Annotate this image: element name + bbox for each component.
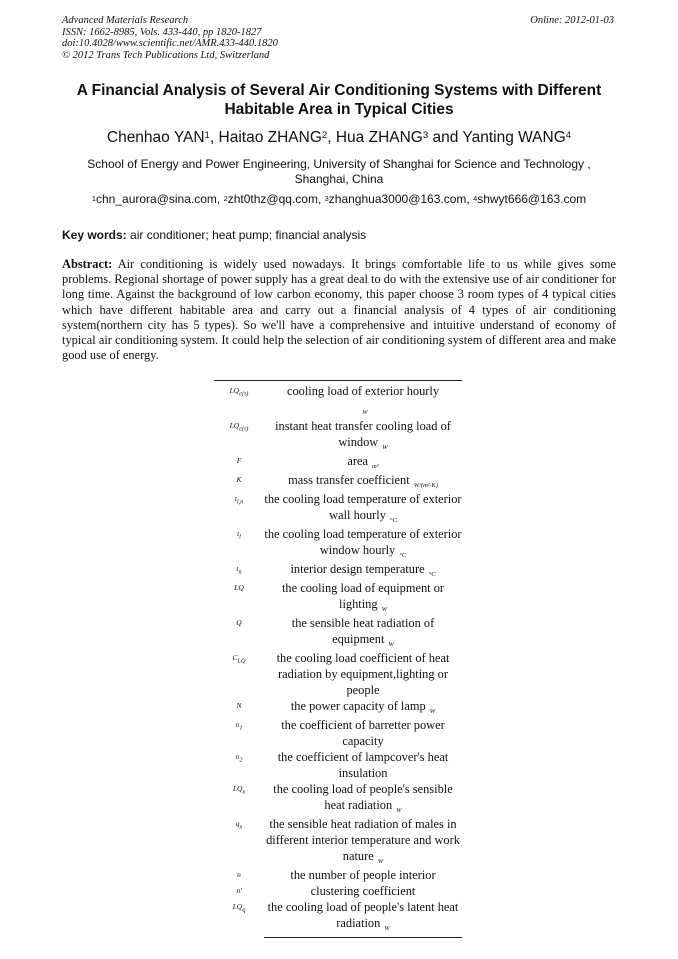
symbol: n' bbox=[236, 886, 242, 895]
symbol: LQ bbox=[232, 784, 243, 793]
symbol-cell bbox=[214, 491, 264, 526]
symbol-cell bbox=[214, 749, 264, 781]
symbol: LQ bbox=[229, 421, 240, 430]
symbol-cell bbox=[214, 526, 264, 561]
symbol-subscript: l bbox=[239, 533, 241, 541]
issn-line: ISSN: 1662-8985, Vols. 433-440, pp 1820-1827 bbox=[62, 26, 262, 38]
email: $^2$zht0thz@qq.com, bbox=[223, 192, 325, 206]
description: instant heat transfer cooling load of window bbox=[275, 419, 451, 449]
copyright-line: © 2012 Trans Tech Publications Ltd, Switzerland bbox=[62, 49, 270, 61]
table-row bbox=[214, 816, 462, 867]
description-cell bbox=[264, 883, 462, 899]
table-row bbox=[214, 561, 462, 580]
description: the cooling load temperature of exterior window hourly bbox=[264, 527, 462, 557]
table-row bbox=[214, 453, 462, 472]
symbol: q bbox=[235, 819, 240, 828]
description-cell bbox=[264, 698, 462, 717]
description-cell bbox=[264, 383, 462, 418]
unit: W bbox=[384, 925, 390, 932]
description-cell bbox=[264, 580, 462, 615]
nomenclature-grid bbox=[214, 383, 462, 934]
symbol-subscript: 1 bbox=[239, 724, 243, 732]
author: Hua ZHANG$^3$ and bbox=[335, 129, 463, 146]
affiliation: School of Energy and Power Engineering, University of Shanghai for Science and Technology , Shanghai, China bbox=[87, 157, 591, 186]
author: Yanting WANG$^4$ bbox=[462, 129, 572, 146]
description: cooling load of exterior hourly bbox=[286, 384, 440, 398]
author: Haitao ZHANG$^2$, bbox=[218, 129, 336, 146]
unit: W bbox=[382, 444, 388, 451]
unit: °C bbox=[399, 552, 407, 559]
author-list bbox=[40, 129, 638, 147]
symbol-cell bbox=[214, 383, 264, 418]
table-row bbox=[214, 781, 462, 816]
unit: W bbox=[396, 807, 402, 814]
description: the sensible heat radiation of males in different interior temperature and work nature bbox=[266, 817, 460, 863]
email-list bbox=[40, 192, 638, 207]
symbol: n bbox=[235, 752, 240, 761]
paper-title: A Financial Analysis of Several Air Conditioning Systems with Different Habitable Area in Typical Cities bbox=[76, 82, 602, 118]
symbol: K bbox=[236, 475, 242, 484]
email: $^3$zhanghua3000@163.com, bbox=[324, 192, 474, 206]
description-cell bbox=[264, 491, 462, 526]
unit: °C bbox=[428, 571, 436, 578]
description: the coefficient of lampcover's heat insulation bbox=[277, 750, 449, 780]
description: mass transfer coefficient bbox=[288, 473, 410, 487]
symbol-subscript: c(τ) bbox=[239, 425, 249, 433]
description-cell bbox=[264, 867, 462, 883]
table-row bbox=[214, 749, 462, 781]
author: Chenhao YAN$^1$, bbox=[106, 129, 219, 146]
description-cell bbox=[264, 453, 462, 472]
symbol-cell bbox=[214, 816, 264, 867]
description-cell bbox=[264, 472, 462, 491]
symbol-subscript: LQ bbox=[237, 657, 246, 665]
symbol: F bbox=[236, 456, 242, 465]
description: the cooling load temperature of exterior wall hourly bbox=[264, 492, 462, 522]
symbol: LQ bbox=[229, 386, 240, 395]
table-row bbox=[214, 650, 462, 698]
email: $^1$chn_aurora@sina.com, bbox=[91, 192, 224, 206]
symbol: Q bbox=[236, 618, 242, 627]
description-cell bbox=[264, 816, 462, 867]
description: clustering coefficient bbox=[310, 884, 416, 898]
description: the cooling load of people's latent heat radiation bbox=[267, 900, 459, 930]
description-cell bbox=[264, 781, 462, 816]
description-cell bbox=[264, 418, 462, 453]
unit: °C bbox=[389, 517, 397, 524]
keywords bbox=[62, 228, 618, 243]
description-cell bbox=[264, 749, 462, 781]
description-cell bbox=[264, 526, 462, 561]
symbol-cell bbox=[214, 453, 264, 472]
description: the cooling load of equipment or lighting bbox=[281, 581, 445, 611]
symbol: n bbox=[237, 870, 241, 879]
symbol-subscript: 2 bbox=[239, 756, 243, 764]
unit: W bbox=[388, 641, 394, 648]
table-row bbox=[214, 615, 462, 650]
table-row bbox=[214, 867, 462, 883]
symbol: LQ bbox=[234, 583, 244, 592]
symbol-cell bbox=[214, 615, 264, 650]
unit: W bbox=[429, 708, 436, 715]
symbol-cell bbox=[214, 717, 264, 749]
table-bottom-rule bbox=[264, 937, 462, 938]
table-top-rule bbox=[214, 380, 462, 381]
table-row bbox=[214, 717, 462, 749]
unit: W bbox=[381, 606, 387, 613]
description: the cooling load coefficient of heat radiation by equipment,lighting or people bbox=[276, 651, 450, 697]
table-row bbox=[214, 526, 462, 561]
description: the power capacity of lamp bbox=[290, 699, 426, 713]
description: the number of people interior bbox=[290, 868, 436, 882]
journal-header bbox=[62, 15, 278, 61]
symbol-cell bbox=[214, 781, 264, 816]
symbol: t bbox=[236, 564, 239, 573]
description-cell bbox=[264, 717, 462, 749]
description-cell bbox=[264, 561, 462, 580]
online-date: Online: 2012-01-03 bbox=[530, 15, 614, 26]
abstract-text: Air conditioning is widely used nowadays. It brings comfortable life to us while gives some problems. Regional shortage of power supply has a great deal to do with the extensive use of air conditioner for long time. Against the background of low carbon economy, this paper choose 3 room types of 4 typical cities which have different habitable area and carry out a financial analysis of 4 types of air conditioning system(northern city has 5 types). So we'll have a comprehensive and intuitive understand of economy of typical air conditioning system. It could help the selection of air conditioning system of different area and make good use of energy. bbox=[62, 257, 616, 363]
symbol-subscript: q bbox=[242, 906, 246, 914]
abstract bbox=[62, 257, 616, 363]
table-row bbox=[214, 491, 462, 526]
table-row bbox=[214, 472, 462, 491]
table-row bbox=[214, 698, 462, 717]
symbol: t bbox=[234, 494, 237, 503]
keywords-text: air conditioner; heat pump; financial analysis bbox=[130, 228, 367, 242]
table-row bbox=[214, 418, 462, 453]
doi-line: doi:10.4028/www.scientific.net/AMR.433-440.1820 bbox=[62, 38, 278, 49]
symbol-cell bbox=[214, 561, 264, 580]
symbol-cell bbox=[214, 580, 264, 615]
symbol-cell bbox=[214, 472, 264, 491]
symbol-cell bbox=[214, 867, 264, 883]
description: area bbox=[347, 454, 368, 468]
journal-name: Advanced Materials Research bbox=[62, 15, 189, 26]
unit: W bbox=[362, 409, 368, 416]
unit: W/(m²·K) bbox=[413, 482, 438, 489]
symbol-cell bbox=[214, 418, 264, 453]
table-row bbox=[214, 580, 462, 615]
unit: m² bbox=[371, 463, 379, 470]
symbol-subscript: l,n bbox=[236, 498, 244, 506]
symbol: n bbox=[235, 720, 240, 729]
symbol: LQ bbox=[232, 902, 243, 911]
description-cell bbox=[264, 615, 462, 650]
abstract-label: Abstract: bbox=[62, 257, 113, 271]
description: the sensible heat radiation of equipment bbox=[291, 616, 435, 646]
description: interior design temperature bbox=[290, 562, 425, 576]
table-row bbox=[214, 383, 462, 418]
nomenclature-table bbox=[214, 380, 462, 938]
symbol-cell bbox=[214, 698, 264, 717]
description: the cooling load of people's sensible heat radiation bbox=[273, 782, 453, 812]
symbol-cell bbox=[214, 899, 264, 934]
symbol: C bbox=[232, 653, 238, 662]
unit: W bbox=[377, 858, 384, 865]
description-cell bbox=[264, 650, 462, 698]
symbol-subscript: x bbox=[242, 788, 246, 796]
symbol-subscript: n bbox=[238, 568, 242, 576]
symbol-cell bbox=[214, 883, 264, 899]
table-row bbox=[214, 899, 462, 934]
description-cell bbox=[264, 899, 462, 934]
table-row bbox=[214, 883, 462, 899]
symbol-subscript: x bbox=[239, 823, 243, 831]
keywords-label: Key words: bbox=[62, 228, 127, 242]
symbol-subscript: c(τ) bbox=[239, 390, 249, 398]
symbol-cell bbox=[214, 650, 264, 698]
symbol: N bbox=[236, 701, 242, 710]
symbol: t bbox=[237, 529, 240, 538]
description: the coefficient of barretter power capacity bbox=[281, 718, 445, 748]
email: $^4$shwyt666@163.com bbox=[473, 192, 587, 206]
